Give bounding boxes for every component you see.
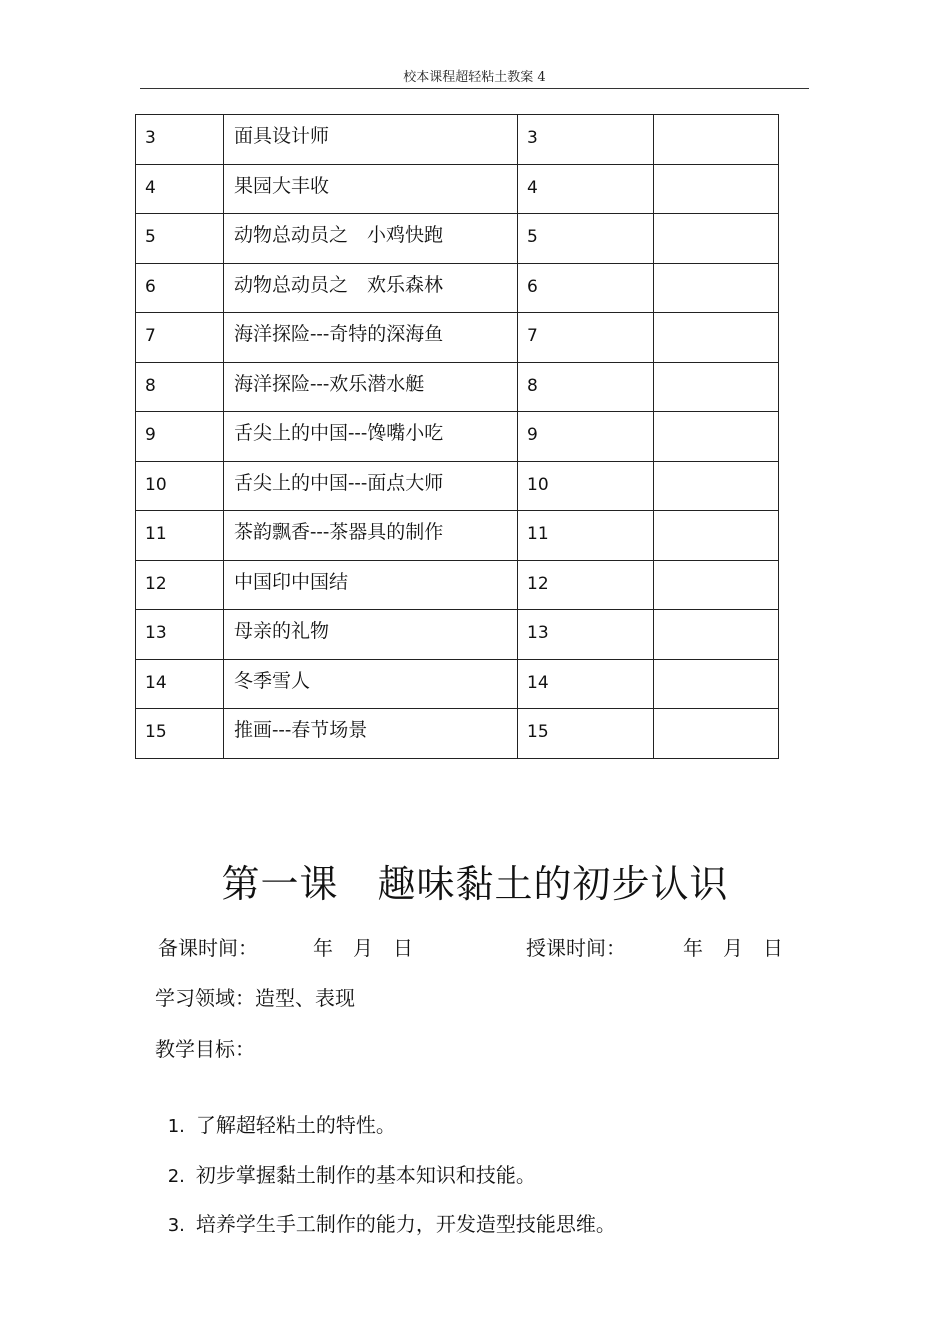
table-row <box>136 214 779 264</box>
teach-time-label: 授课时间： <box>526 936 626 960</box>
lesson-title-cell: 冬季雪人 <box>224 659 518 709</box>
table-row <box>136 461 779 511</box>
table-row <box>136 164 779 214</box>
note-cell <box>654 511 779 561</box>
lesson-title-cell: 面具设计师 <box>224 115 518 165</box>
goals-label: 教学目标： <box>155 1037 255 1061</box>
prep-time-label: 备课时间： <box>158 936 258 960</box>
week-cell: 10 <box>518 461 654 511</box>
table-row <box>136 362 779 412</box>
note-cell <box>654 412 779 462</box>
note-cell <box>654 659 779 709</box>
week-cell: 9 <box>518 412 654 462</box>
table-row <box>136 659 779 709</box>
lesson-number-cell: 13 <box>136 610 224 660</box>
note-cell <box>654 362 779 412</box>
note-cell <box>654 214 779 264</box>
goal-item <box>155 1136 536 1190</box>
goal-number: 3. <box>167 1215 185 1236</box>
week-cell: 3 <box>518 115 654 165</box>
learning-domain: 学习领域：造型、表现 <box>155 986 355 1010</box>
week-cell: 4 <box>518 164 654 214</box>
lesson-number-cell: 12 <box>136 560 224 610</box>
goal-number: 2. <box>167 1166 185 1187</box>
lesson-number-cell: 3 <box>136 115 224 165</box>
table-row <box>136 313 779 363</box>
week-cell: 15 <box>518 709 654 759</box>
lesson-number-cell: 7 <box>136 313 224 363</box>
goal-text: 培养学生手工制作的能力，开发造型技能思维。 <box>195 1212 616 1236</box>
week-cell: 8 <box>518 362 654 412</box>
lesson-number-cell: 11 <box>136 511 224 561</box>
lesson-number-cell: 6 <box>136 263 224 313</box>
lesson-title-cell: 动物总动员之 欢乐森林 <box>224 263 518 313</box>
week-cell: 11 <box>518 511 654 561</box>
week-cell: 12 <box>518 560 654 610</box>
table-row <box>136 511 779 561</box>
table-row <box>136 560 779 610</box>
table-row <box>136 610 779 660</box>
lesson-number-cell: 8 <box>136 362 224 412</box>
schedule-table <box>135 114 779 759</box>
header-rule <box>140 88 809 89</box>
note-cell <box>654 115 779 165</box>
lesson-title-cell: 海洋探险---奇特的深海鱼 <box>224 313 518 363</box>
teach-time-date: 年 月 日 <box>683 936 783 960</box>
week-cell: 7 <box>518 313 654 363</box>
note-cell <box>654 560 779 610</box>
lesson-title-cell: 推画---春节场景 <box>224 709 518 759</box>
note-cell <box>654 263 779 313</box>
goal-text: 初步掌握黏土制作的基本知识和技能。 <box>195 1163 536 1187</box>
week-cell: 13 <box>518 610 654 660</box>
lesson-title-cell: 果园大丰收 <box>224 164 518 214</box>
table-row <box>136 115 779 165</box>
week-cell: 14 <box>518 659 654 709</box>
lesson-title-cell: 中国印中国结 <box>224 560 518 610</box>
note-cell <box>654 313 779 363</box>
schedule-body <box>136 115 779 759</box>
lesson-number-cell: 14 <box>136 659 224 709</box>
page-header: 校本课程超轻粘土教案 4 <box>403 70 546 85</box>
lesson-title-cell: 舌尖上的中国---馋嘴小吃 <box>224 412 518 462</box>
lesson-title: 第一课 趣味黏土的初步认识 <box>221 862 729 906</box>
note-cell <box>654 709 779 759</box>
table-row <box>136 709 779 759</box>
table-row <box>136 263 779 313</box>
goal-text: 了解超轻粘土的特性。 <box>195 1113 396 1137</box>
lesson-title-cell: 海洋探险---欢乐潜水艇 <box>224 362 518 412</box>
lesson-title-cell: 动物总动员之 小鸡快跑 <box>224 214 518 264</box>
table-row <box>136 412 779 462</box>
goal-item <box>155 1086 396 1140</box>
note-cell <box>654 610 779 660</box>
lesson-number-cell: 15 <box>136 709 224 759</box>
note-cell <box>654 461 779 511</box>
note-cell <box>654 164 779 214</box>
goal-number: 1. <box>167 1116 185 1137</box>
lesson-number-cell: 9 <box>136 412 224 462</box>
week-cell: 5 <box>518 214 654 264</box>
lesson-number-cell: 5 <box>136 214 224 264</box>
prep-time-date: 年 月 日 <box>313 936 413 960</box>
lesson-number-cell: 4 <box>136 164 224 214</box>
week-cell: 6 <box>518 263 654 313</box>
lesson-title-cell: 舌尖上的中国---面点大师 <box>224 461 518 511</box>
goal-item <box>155 1185 616 1239</box>
lesson-title-cell: 母亲的礼物 <box>224 610 518 660</box>
lesson-title-cell: 茶韵飘香---茶器具的制作 <box>224 511 518 561</box>
lesson-number-cell: 10 <box>136 461 224 511</box>
